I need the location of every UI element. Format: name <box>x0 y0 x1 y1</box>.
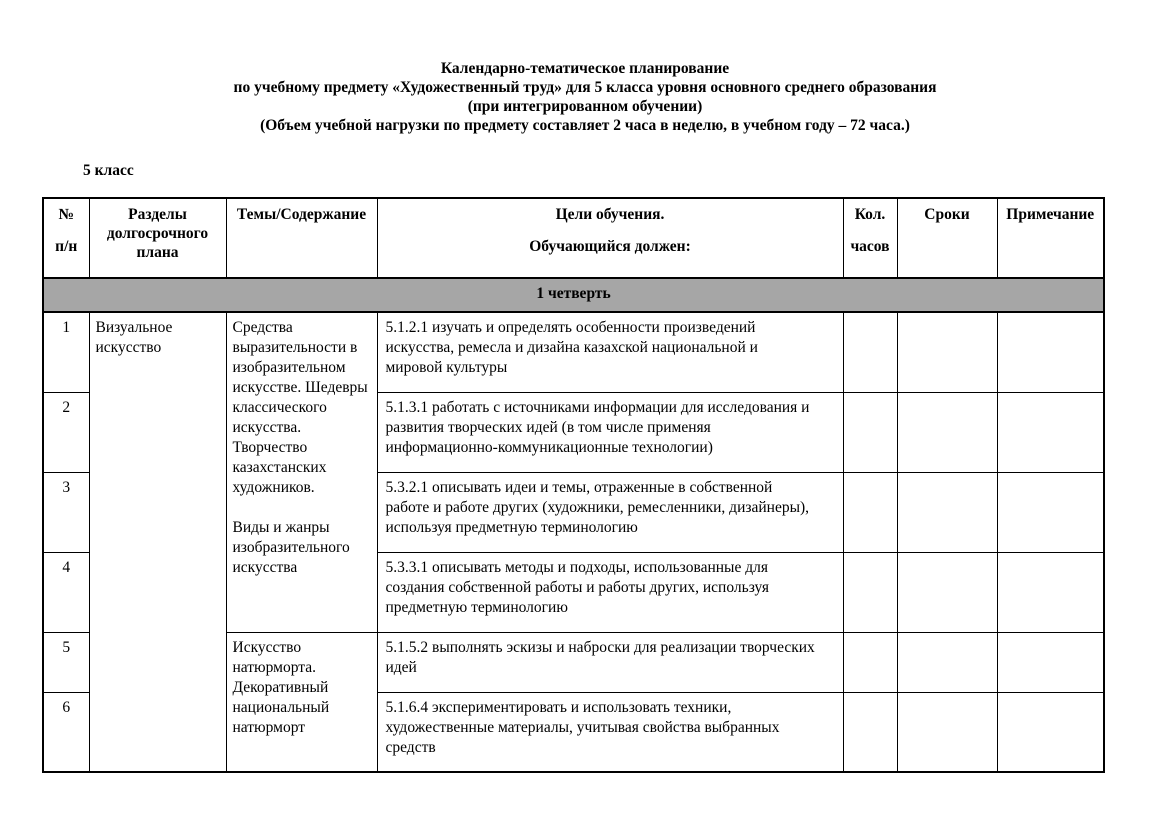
dates-cell <box>897 632 997 692</box>
note-cell <box>997 312 1104 392</box>
goal-cell: 5.3.2.1 описывать идеи и темы, отраженные в собственной работе и работе других (художники, ремесленники, дизайнеры), используя предметную терминологию <box>377 472 843 552</box>
quarter-banner-row <box>43 278 1104 312</box>
dates-cell <box>897 692 997 772</box>
hours-cell <box>843 392 897 472</box>
hours-cell <box>843 472 897 552</box>
theme-cell-rows-5-6: Искусство натюрморта. Декоративный национальный натюрморт <box>226 632 377 772</box>
col-header-section: Разделы долгосрочного плана <box>89 198 226 278</box>
col-header-goals: Цели обучения. Обучающийся должен: <box>377 198 843 278</box>
col-header-hours: Кол. часов <box>843 198 897 278</box>
dates-cell <box>897 312 997 392</box>
note-cell <box>997 632 1104 692</box>
goal-cell: 5.1.6.4 экспериментировать и использовать техники, художественные материалы, учитывая свойства выбранных средств <box>377 692 843 772</box>
col-header-note: Примечание <box>997 198 1104 278</box>
row-number-cell: 4 <box>43 552 89 632</box>
note-cell <box>997 392 1104 472</box>
row-number-cell: 3 <box>43 472 89 552</box>
document-title <box>0 59 1170 135</box>
hours-cell <box>843 632 897 692</box>
table-header-row <box>43 198 1104 278</box>
hours-cell <box>843 692 897 772</box>
title-line-2: по учебному предмету «Художественный труд» для 5 класса уровня основного среднего образования <box>233 79 937 96</box>
theme-cell-rows-1-4 <box>226 312 377 632</box>
col-header-theme: Темы/Содержание <box>226 198 377 278</box>
dates-cell <box>897 552 997 632</box>
title-line-4: (Объем учебной нагрузки по предмету составляет 2 часа в неделю, в учебном году – 72 часа.) <box>260 117 910 134</box>
quarter-banner: 1 четверть <box>43 278 1104 312</box>
hours-cell <box>843 552 897 632</box>
goal-cell: 5.1.5.2 выполнять эскизы и наброски для реализации творческих идей <box>377 632 843 692</box>
dates-cell <box>897 472 997 552</box>
row-number-cell: 6 <box>43 692 89 772</box>
col-header-dates: Сроки <box>897 198 997 278</box>
col-header-num: № п/н <box>43 198 89 278</box>
note-cell <box>997 692 1104 772</box>
title-line-3: (при интегрированном обучении) <box>467 98 703 115</box>
planning-table <box>42 197 1105 773</box>
table-row <box>43 312 1104 392</box>
row-number-cell: 2 <box>43 392 89 472</box>
dates-cell <box>897 392 997 472</box>
grade-heading: 5 класс <box>83 162 134 179</box>
row-number-cell: 5 <box>43 632 89 692</box>
hours-cell <box>843 312 897 392</box>
theme-paragraph: Виды и жанры изобразительного искусства <box>232 519 350 576</box>
title-line-1: Календарно-тематическое планирование <box>440 60 730 77</box>
theme-paragraph: Средства выразительности в изобразительном искусстве. Шедевры классического искусства. Творчество казахстанских художников. <box>232 319 368 496</box>
note-cell <box>997 472 1104 552</box>
goal-cell: 5.1.2.1 изучать и определять особенности произведений искусства, ремесла и дизайна казахской национальной и мировой культуры <box>377 312 843 392</box>
section-cell: Визуальное искусство <box>89 312 226 772</box>
row-number-cell: 1 <box>43 312 89 392</box>
goal-cell: 5.1.3.1 работать с источниками информации для исследования и развития творческих идей (в том числе применяя информационно-коммуникационные технологии) <box>377 392 843 472</box>
note-cell <box>997 552 1104 632</box>
goal-cell: 5.3.3.1 описывать методы и подходы, использованные для создания собственной работы и работы других, используя предметную терминологию <box>377 552 843 632</box>
